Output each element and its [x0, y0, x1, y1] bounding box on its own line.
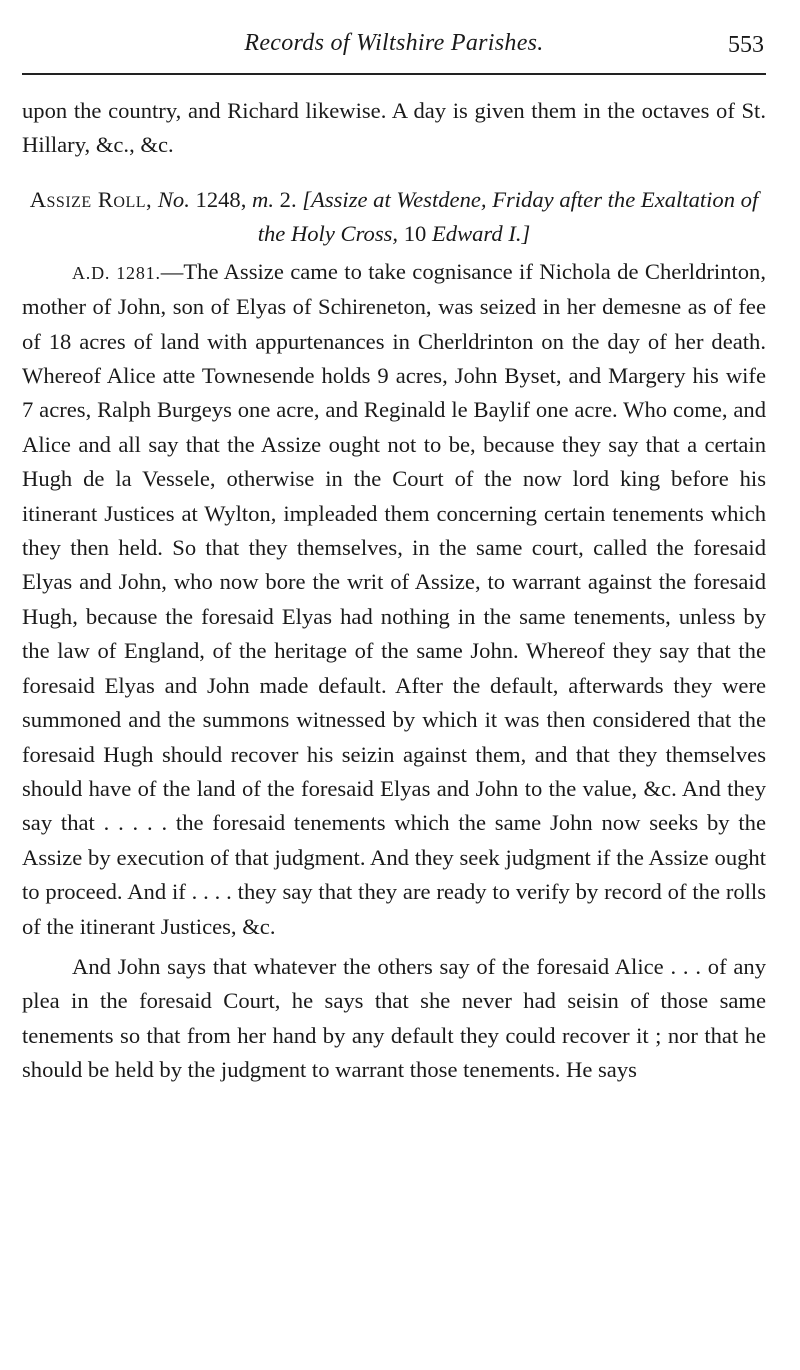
section-heading	[22, 183, 766, 251]
paragraph-1	[22, 255, 766, 944]
paragraph-date: A.D. 1281.	[72, 262, 161, 283]
membrane-label: m.	[252, 186, 274, 212]
continuation-text: upon the country, and Richard likewise. A day is given them in the octaves of St. Hillary, &c., &c.	[22, 98, 766, 158]
page-number: 553	[728, 32, 764, 58]
paragraph-2: And John says that whatever the others say of the foresaid Alice . . . of any plea in the foresaid Court, he says that she never had seisin of those same tenements so that from her hand by any default they could recover it ; nor that he should be held by the judgment to warrant those tenements. He says	[22, 953, 766, 1083]
page	[22, 0, 766, 1088]
regnal-year: 10	[403, 220, 427, 246]
king-name: Edward I.]	[431, 220, 531, 246]
roll-name: Assize Roll,	[29, 186, 153, 212]
running-title: Records of Wiltshire Parishes.	[244, 30, 544, 56]
membrane-value: 2.	[279, 186, 297, 212]
header-rule	[22, 73, 766, 75]
running-header	[22, 0, 766, 76]
heading-description: [Assize at Westdene, Friday after the Exaltation of the Holy Cross,	[257, 186, 759, 246]
paragraph-1-text: —The Assize came to take cognisance if Nichola de Cherldrinton, mother of John, son of Elyas of Schireneton, was seized in her demesne as of fee of 18 acres of land with appurtenances in Cherldrinton on the day of her death. Whereof Alice atte Townesende holds 9 acres, John Byset, and Margery his wife 7 acres, Ralph Burgeys one acre, and Reginald le Baylif one acre. Who come, and Alice and all say that the Assize ought not to be, because they say that a certain Hugh de la Vessele, otherwise in the Court of the now lord king before his itinerant Justices at Wylton, impleaded them concerning certain tenements which they then held. So that they themselves, in the same court, called the foresaid Elyas and John, who now bore the writ of Assize, to warrant against the foresaid Hugh, because the foresaid Elyas had nothing in the same tenements, unless by the law of England, of the heritage of the same John. Whereof they say that the foresaid Elyas and John made default. After the default, afterwards they were summoned and the summons witnessed by which it was then considered that the foresaid Hugh should recover his seizin against them, and that they themselves should have of the land of the foresaid Elyas and John to the value, &c. And they say that . . . . . the foresaid tenements which the same John now seeks by the Assize by execution of that judgment. And they seek judgment if the Assize ought to proceed. And if . . . . they say that they are ready to verify by record of the rolls of the itinerant Justices, &c.	[22, 258, 766, 939]
roll-no-label: No.	[157, 186, 190, 212]
roll-no-value: 1248,	[195, 186, 247, 212]
